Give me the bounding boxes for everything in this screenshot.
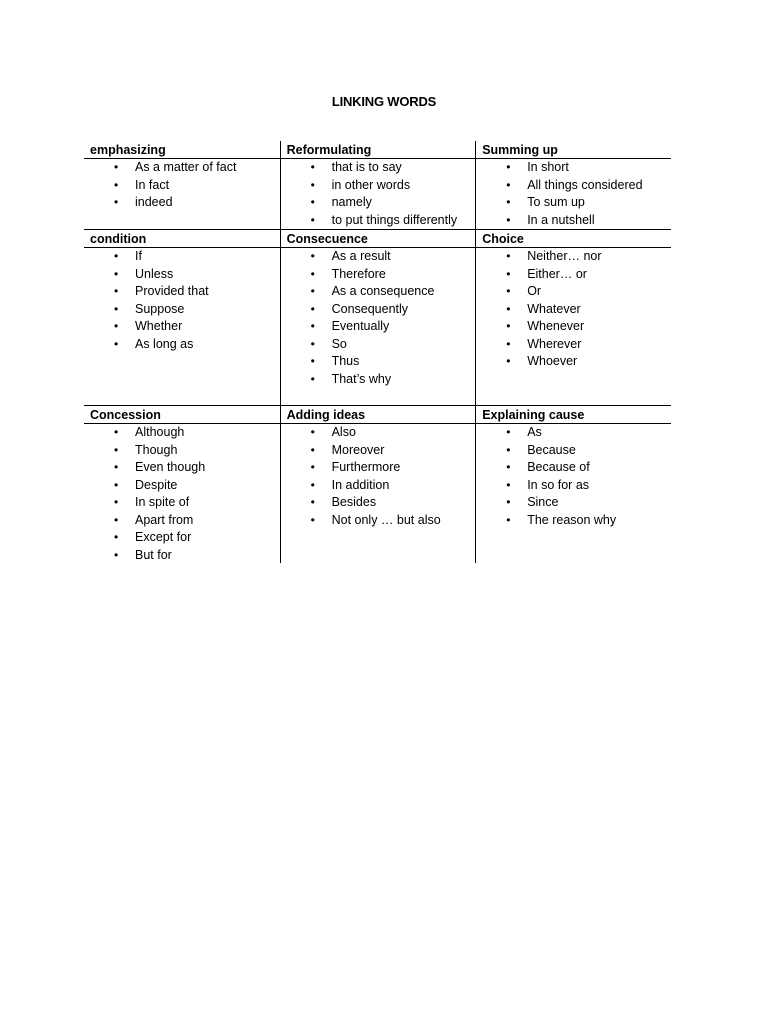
list-item: • Furthermore: [281, 459, 476, 477]
table-row: [84, 229, 671, 248]
table-cell: [475, 248, 671, 405]
category-heading: Reformulating: [281, 141, 476, 159]
list-item: • Consequently: [281, 301, 476, 319]
table-row: [84, 141, 671, 159]
list-item: • Except for: [84, 529, 280, 547]
list-item: • Whoever: [476, 353, 671, 371]
list-item: • As: [476, 424, 671, 442]
list-item: • Though: [84, 442, 280, 460]
table-row: [84, 159, 671, 229]
category-heading: Consecuence: [281, 230, 476, 248]
page-title: LINKING WORDS: [331, 94, 437, 109]
list-item: • So: [281, 336, 476, 354]
list-item: • Because: [476, 442, 671, 460]
table-cell: [84, 248, 280, 405]
table-cell: [475, 424, 671, 563]
list-item: • But for: [84, 547, 280, 565]
list-item: • Even though: [84, 459, 280, 477]
category-heading: Concession: [84, 406, 280, 424]
list-item: • Whenever: [476, 318, 671, 336]
list-item: • that is to say: [281, 159, 476, 177]
list-item: • All things considered: [476, 177, 671, 195]
list-item: • Moreover: [281, 442, 476, 460]
list-item: • As long as: [84, 336, 280, 354]
list-item: • In short: [476, 159, 671, 177]
list-item: • Apart from: [84, 512, 280, 530]
list-item: • The reason why: [476, 512, 671, 530]
table-cell: [84, 141, 280, 159]
table-cell: [280, 424, 476, 563]
list-item: • Eventually: [281, 318, 476, 336]
list-item: • Besides: [281, 494, 476, 512]
table-cell: [84, 159, 280, 229]
word-list: [84, 159, 280, 212]
category-heading: Explaining cause: [476, 406, 671, 424]
table-cell: [280, 405, 476, 424]
table-cell: [280, 159, 476, 229]
list-item: • Despite: [84, 477, 280, 495]
list-item: • to put things differently: [281, 212, 476, 230]
list-item: • Thus: [281, 353, 476, 371]
word-list: [281, 424, 476, 529]
list-item: • indeed: [84, 194, 280, 212]
category-heading: Choice: [476, 230, 671, 248]
list-item: • In a nutshell: [476, 212, 671, 230]
word-list: [281, 248, 476, 388]
table-cell: [84, 405, 280, 424]
list-item: • Also: [281, 424, 476, 442]
list-item: • As a consequence: [281, 283, 476, 301]
word-list: [84, 424, 280, 564]
table-cell: [280, 248, 476, 405]
list-item: • Either… or: [476, 266, 671, 284]
table-row: [84, 405, 671, 424]
table-cell: [280, 229, 476, 248]
list-item: • If: [84, 248, 280, 266]
table-cell: [84, 229, 280, 248]
word-list: [476, 159, 671, 229]
list-item: • In fact: [84, 177, 280, 195]
list-item: • Suppose: [84, 301, 280, 319]
list-item: • In addition: [281, 477, 476, 495]
list-item: • Unless: [84, 266, 280, 284]
list-item: • namely: [281, 194, 476, 212]
list-item: • Therefore: [281, 266, 476, 284]
list-item: • In so for as: [476, 477, 671, 495]
table-cell: [475, 159, 671, 229]
list-item: • As a matter of fact: [84, 159, 280, 177]
word-list: [84, 248, 280, 353]
list-item: • As a result: [281, 248, 476, 266]
list-item: • That’s why: [281, 371, 476, 389]
category-heading: condition: [84, 230, 280, 248]
table-cell: [84, 424, 280, 563]
list-item: • Because of: [476, 459, 671, 477]
category-heading: Adding ideas: [281, 406, 476, 424]
list-item: • Neither… nor: [476, 248, 671, 266]
table-cell: [280, 141, 476, 159]
word-list: [476, 248, 671, 371]
list-item: • In spite of: [84, 494, 280, 512]
table-row: [84, 424, 671, 563]
word-list: [476, 424, 671, 529]
list-item: • Wherever: [476, 336, 671, 354]
list-item: • Whether: [84, 318, 280, 336]
table-row: [84, 248, 671, 405]
word-list: [281, 159, 476, 229]
list-item: • To sum up: [476, 194, 671, 212]
category-heading: Summing up: [476, 141, 671, 159]
table-cell: [475, 229, 671, 248]
table-cell: [475, 141, 671, 159]
list-item: • Although: [84, 424, 280, 442]
list-item: • Whatever: [476, 301, 671, 319]
list-item: • Since: [476, 494, 671, 512]
linking-words-table: [84, 141, 671, 563]
list-item: • in other words: [281, 177, 476, 195]
list-item: • Or: [476, 283, 671, 301]
list-item: • Provided that: [84, 283, 280, 301]
category-heading: emphasizing: [84, 141, 280, 159]
table-cell: [475, 405, 671, 424]
list-item: • Not only … but also: [281, 512, 476, 530]
